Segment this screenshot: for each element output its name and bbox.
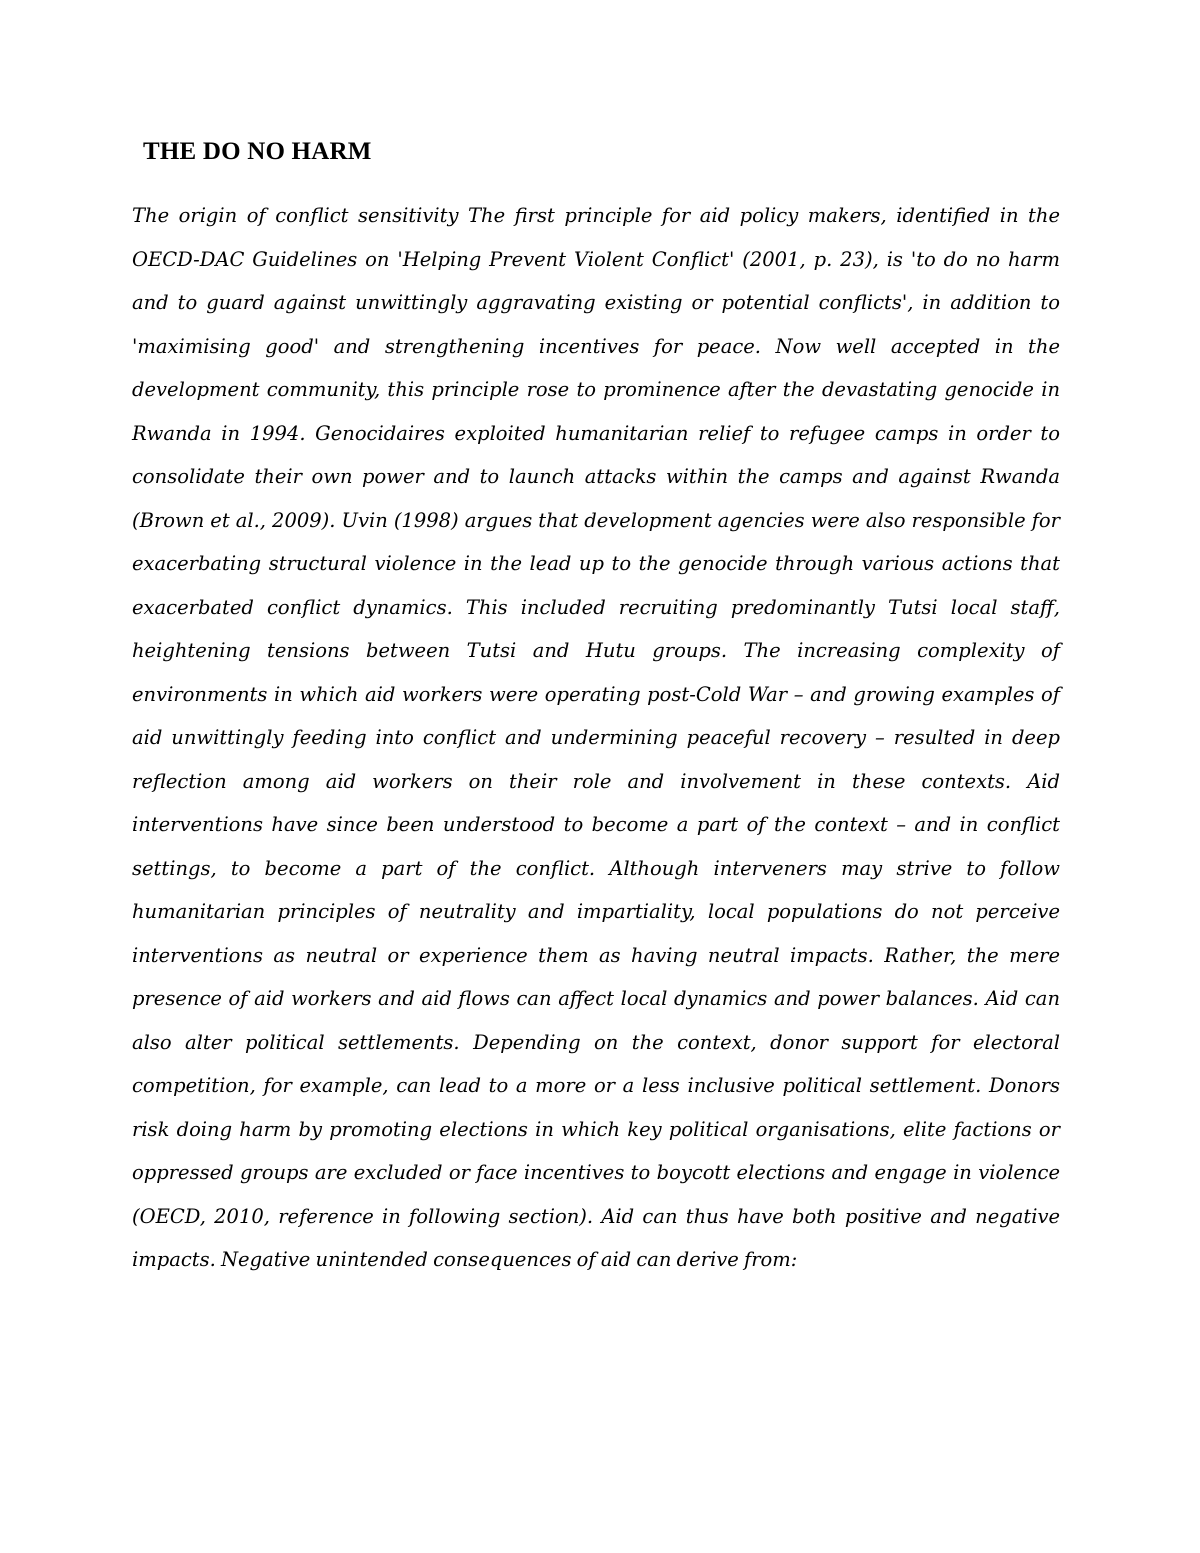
body-paragraph: The origin of conflict sensitivity The first principle for aid policy makers, identified in the OECD-DAC Guidelines on 'Helping Prevent Violent Conflict' (2001, p. 23), is 'to do no harm and to guard against unwittingly aggravating existing or potential conflicts', in addition to 'maximising good' and strengthening incentives for peace. Now well accepted in the development community, this principle rose to prominence after the devastating genocide in Rwanda in 1994. Genocidaires exploited humanitarian relief to refugee camps in order to consolidate their own power and to launch attacks within the camps and against Rwanda (Brown et al., 2009). Uvin (1998) argues that development agencies were also responsible for exacerbating structural violence in the lead up to the genocide through various actions that exacerbated conflict dynamics. This included recruiting predominantly Tutsi local staff, heightening tensions between Tutsi and Hutu groups. The increasing complexity of environments in which aid workers were operating post-Cold War – and growing examples of aid unwittingly feeding into conflict and undermining peaceful recovery – resulted in deep reflection among aid workers on their role and involvement in these contexts. Aid interventions have since been understood to become a part of the context – and in conflict settings, to become a part of the conflict. Although interveners may strive to follow humanitarian principles of neutrality and impartiality, local populations do not perceive interventions as neutral or experience them as having neutral impacts. Rather, the mere presence of aid workers and aid flows can affect local dynamics and power balances. Aid can also alter political settlements. Depending on the context, donor support for electoral competition, for example, can lead to a more or a less inclusive political settlement. Donors risk doing harm by promoting elections in which key political organisations, elite factions or oppressed groups are excluded or face incentives to boycott elections and engage in violence (OECD, 2010, reference in following section). Aid can thus have both positive and negative impacts. Negative unintended consequences of aid can derive from: (132, 204, 1060, 1271)
document-title: THE DO NO HARM (143, 138, 372, 165)
